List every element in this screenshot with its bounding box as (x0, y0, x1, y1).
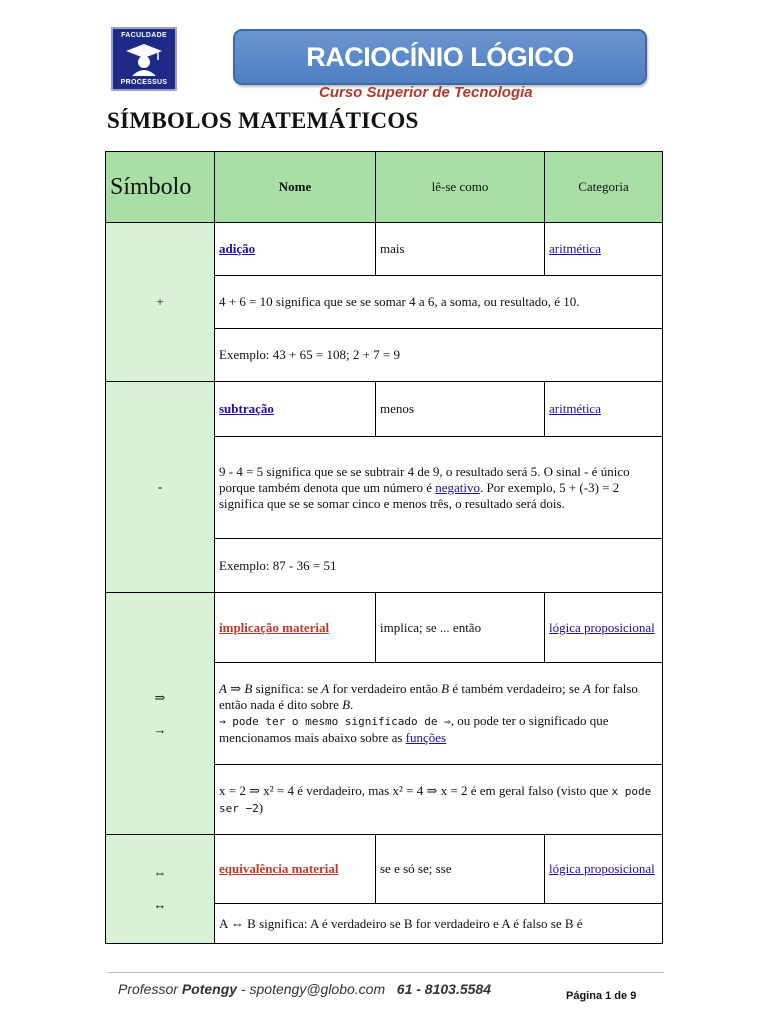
example-cell (215, 765, 663, 835)
functions-link[interactable]: funções (405, 730, 447, 745)
description-text: for verdadeiro então (329, 681, 442, 696)
arithmetic-link[interactable]: aritmética (549, 241, 601, 256)
name-cell (215, 223, 376, 276)
description-cell: 4 + 6 = 10 significa que se se somar 4 a 6, a soma, ou resultado, é 10. (215, 276, 663, 329)
description-text: for falso então nada é dito sobre (219, 681, 638, 712)
symbol-cell (106, 593, 215, 835)
var-b: B (441, 681, 450, 696)
graduate-cap-icon (124, 42, 164, 76)
faculdade-processus-logo (111, 27, 177, 91)
footer-email: spotengy@globo.com (249, 981, 386, 997)
header-name: Nome (215, 152, 376, 223)
footer-contact (118, 981, 491, 997)
arrow-note: → pode ter o mesmo significado de ⇒ (219, 715, 451, 728)
description-text: , ou pode ter o significado que mencionamos mais abaixo sobre as (219, 713, 609, 745)
example-mono-text: x pode ser −2 (219, 784, 652, 815)
symbols-table (105, 151, 663, 944)
table-row (106, 382, 663, 437)
example-text: ) (258, 799, 264, 815)
propositional-logic-link[interactable]: lógica proposicional (549, 619, 655, 635)
footer-divider (108, 972, 664, 973)
header-category: Categoria (545, 152, 663, 223)
description-text: 9 - 4 = 5 significa que se se subtrair 4 de 9, o resultado será 5. O sinal - é único porque também denota que um número é (219, 463, 630, 495)
description-text: significa: se (252, 681, 322, 696)
description-text: . (350, 697, 354, 712)
description-cell: A ⇔ B significa: A é verdadeiro se B for verdadeiro e A é falso se B é (215, 904, 663, 944)
logo-top-text: FACULDADE (121, 32, 167, 39)
section-title: SÍMBOLOS MATEMÁTICOS (107, 108, 419, 133)
course-subtitle: Curso Superior de Tecnologia (319, 84, 533, 101)
header-symbol: Símbolo (106, 152, 215, 223)
plus-symbol: + (156, 294, 164, 309)
arithmetic-link[interactable]: aritmética (549, 401, 601, 416)
category-cell (545, 835, 663, 904)
table-header-row (106, 152, 663, 223)
addition-link[interactable]: adição (219, 241, 256, 256)
propositional-logic-link[interactable]: lógica proposicional (549, 861, 655, 876)
negative-link[interactable]: negativo (435, 479, 481, 495)
description-cell (215, 663, 663, 765)
description-cell (215, 437, 663, 539)
reads-as-cell: implica; se ... então (376, 593, 545, 663)
var-a: A (219, 681, 227, 696)
symbol-cell (106, 382, 215, 593)
name-cell (215, 835, 376, 904)
professor-name: Potengy (181, 981, 238, 997)
description-text: . Por exemplo, 5 + (-3) = 2 significa que se se somar cinco e menos três, o resultado será dois. (219, 479, 620, 511)
right-arrow-symbol: → (153, 721, 167, 737)
var-a: A (321, 681, 330, 696)
var-b: B (342, 697, 351, 712)
minus-symbol: - (157, 479, 163, 494)
category-cell (545, 223, 663, 276)
footer-prefix: Professor (118, 981, 182, 997)
category-cell (545, 593, 663, 663)
var-b: B (244, 681, 253, 696)
left-right-arrow-symbol: ↔ (153, 897, 167, 912)
example-text: x = 2 ⇒ x² = 4 é verdadeiro, mas x² = 4 ⇒ x = 2 é em geral falso (visto que (219, 782, 612, 798)
reads-as-cell: mais (376, 223, 545, 276)
description-text: ⇒ (226, 681, 245, 696)
page-number: Página 1 de 9 (566, 990, 637, 1002)
example-cell: Exemplo: 43 + 65 = 108; 2 + 7 = 9 (215, 329, 663, 382)
table-row (106, 223, 663, 276)
example-cell: Exemplo: 87 - 36 = 51 (215, 539, 663, 593)
iff-symbol: ⇔ (153, 865, 167, 880)
var-a: A (583, 681, 591, 696)
description-text: é também verdadeiro; se (449, 681, 583, 696)
symbol-cell (106, 835, 215, 944)
implies-symbol: ⇒ (154, 689, 166, 705)
course-title: RACIOCÍNIO LÓGICO (306, 41, 574, 72)
table-row (106, 593, 663, 663)
reads-as-cell: menos (376, 382, 545, 437)
material-equivalence-link[interactable]: equivalência material (219, 861, 339, 876)
category-cell (545, 382, 663, 437)
subtraction-link[interactable]: subtração (219, 401, 274, 416)
logo-bottom-text: PROCESSUS (120, 79, 168, 86)
symbol-cell (106, 223, 215, 382)
name-cell (215, 382, 376, 437)
footer-separator: - (237, 981, 250, 997)
header-reads-as: lê-se como (376, 152, 545, 223)
reads-as-cell: se e só se; sse (376, 835, 545, 904)
table-row (106, 835, 663, 904)
name-cell (215, 593, 376, 663)
footer-phone: 61 - 8103.5584 (396, 981, 491, 997)
material-implication-link[interactable]: implicação material (219, 619, 330, 635)
course-title-banner (233, 29, 647, 85)
